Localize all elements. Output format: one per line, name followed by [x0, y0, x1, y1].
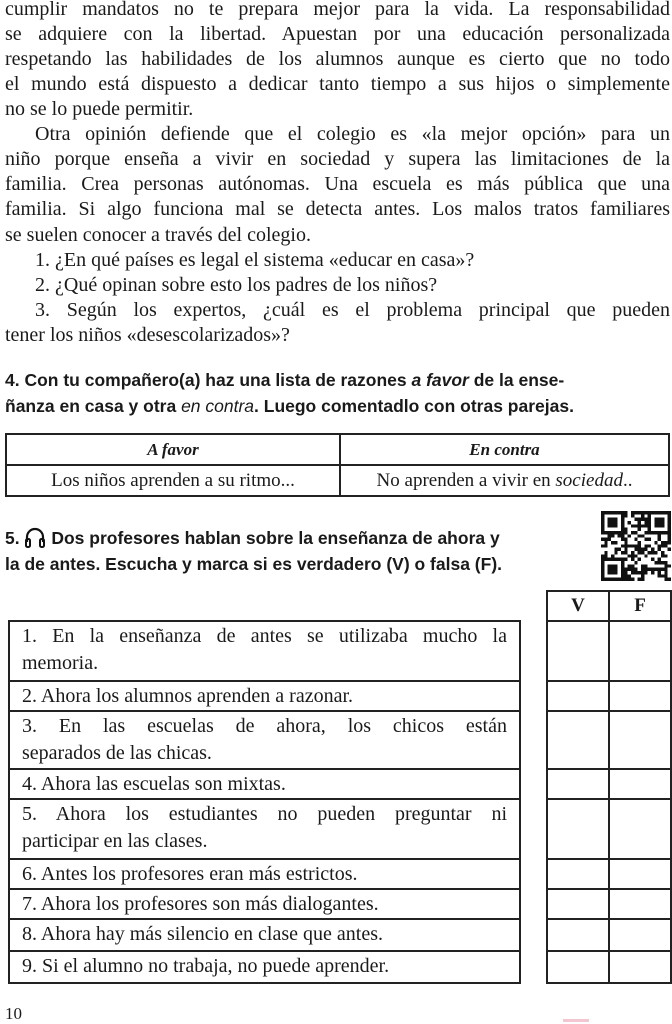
paragraph-line: el mundo está dispuesto a dedicar tanto tiempo a sus hijos o simplemente [5, 73, 670, 95]
paragraph-line: niño porque enseña a vivir en sociedad y supera las limitaciones de la [5, 148, 670, 170]
text: . Luego comentadlo con otras parejas. [254, 396, 574, 416]
checkbox-v[interactable] [546, 918, 610, 952]
exercise-number: 4. [5, 370, 20, 390]
text: la de antes. Escucha y marca si es verdadero (V) o falsa (F). [5, 554, 503, 574]
checkbox-f[interactable] [608, 798, 672, 860]
checkbox-f[interactable] [608, 888, 672, 920]
question-line: 2. ¿Qué opinan sobre esto los padres de los niños? [35, 274, 438, 296]
checkbox-f[interactable] [608, 950, 672, 984]
checkbox-v[interactable] [546, 798, 610, 860]
checkbox-f[interactable] [608, 620, 672, 682]
statement-row [8, 710, 521, 770]
statement-text: 6. Antes los profesores eran más estrictos. [22, 863, 358, 885]
checkbox-v[interactable] [546, 950, 610, 984]
paragraph-line: respetando las habilidades de los alumnos aunque es cierto que no todo [5, 48, 670, 70]
checkbox-v[interactable] [546, 620, 610, 682]
statement-row [8, 858, 521, 890]
question-line: 3. Según los expertos, ¿cuál es el problema principal que pueden [35, 299, 670, 321]
statement-text: 2. Ahora los alumnos aprenden a razonar. [22, 685, 354, 707]
text: ñanza en casa y otra [5, 396, 182, 416]
checkbox-v[interactable] [546, 768, 610, 800]
checkbox-f[interactable] [608, 768, 672, 800]
text: .. [622, 469, 633, 491]
headphones-icon[interactable] [24, 526, 46, 548]
statement-row [8, 888, 521, 920]
emphasis: a favor [411, 370, 469, 390]
header-f: F [608, 590, 672, 622]
checkbox-v[interactable] [546, 858, 610, 890]
cell-favor[interactable]: Los niños aprenden a su ritmo... [6, 465, 340, 496]
text: de la ense- [468, 370, 565, 390]
statement-text: 8. Ahora hay más silencio en clase que antes. [22, 923, 383, 945]
checkbox-v[interactable] [546, 888, 610, 920]
text: sociedad [555, 469, 623, 491]
statement-text: participar en las clases. [22, 830, 208, 852]
header-a-favor: A favor [6, 434, 340, 465]
statement-text: 5. Ahora los estudiantes no pueden preguntar ni [22, 803, 507, 825]
mark [563, 1019, 589, 1022]
header-v: V [546, 590, 610, 622]
checkbox-v[interactable] [546, 680, 610, 712]
header-en-contra: En contra [340, 434, 669, 465]
text: Dos profesores hablan sobre la enseñanza de ahora y [51, 528, 500, 548]
qr-code-icon[interactable] [601, 510, 671, 582]
statement-text: 7. Ahora los profesores son más dialogantes. [22, 893, 379, 915]
text: Con tu compañero(a) haz una lista de razones [19, 370, 412, 390]
paragraph-line: se adquiere con la libertad. Apuestan por una educación personalizada [5, 23, 670, 45]
exercise-number: 5. [5, 528, 20, 548]
statement-row [8, 950, 521, 984]
statement-row [8, 918, 521, 952]
statement-text: 3. En las escuelas de ahora, los chicos están [22, 715, 507, 737]
page-number: 10 [5, 1004, 22, 1023]
statement-text: 9. Si el alumno no trabaja, no puede aprender. [22, 955, 390, 977]
statement-row [8, 798, 521, 860]
paragraph-line: familia. Crea personas autónomas. Una escuela es más pública que una [5, 173, 670, 195]
statement-text: separados de las chicas. [22, 742, 212, 764]
statement-text: 4. Ahora las escuelas son mixtas. [22, 773, 286, 795]
paragraph-line: no se lo puede permitir. [5, 98, 194, 120]
paragraph-line: se suelen conocer a través del colegio. [5, 224, 311, 246]
checkbox-f[interactable] [608, 710, 672, 770]
statement-row [8, 768, 521, 800]
statement-text: memoria. [22, 652, 99, 674]
paragraph-line: cumplir mandatos no te prepara mejor para la vida. La responsabilidad [5, 0, 670, 20]
emphasis: en contra [181, 396, 255, 416]
question-line: 1. ¿En qué países es legal el sistema «educar en casa»? [35, 249, 475, 271]
exercise-5-instructions [5, 525, 670, 577]
checkbox-f[interactable] [608, 918, 672, 952]
cell-contra[interactable] [340, 465, 669, 496]
paragraph-line: familia. Si algo funciona mal se detecta antes. Los malos tratos familiares [5, 198, 670, 220]
exercise-4-instructions [5, 367, 670, 419]
checkbox-v[interactable] [546, 710, 610, 770]
statement-text: 1. En la enseñanza de antes se utilizaba mucho la [22, 625, 507, 647]
favor-contra-table [5, 433, 670, 497]
statement-row [8, 620, 521, 682]
paragraph-line: Otra opinión defiende que el colegio es «la mejor opción» para un [35, 123, 670, 145]
question-line: tener los niños «desescolarizados»? [5, 324, 290, 346]
statement-row [8, 680, 521, 712]
text: No aprenden a vivir en [376, 469, 556, 491]
checkbox-f[interactable] [608, 858, 672, 890]
checkbox-f[interactable] [608, 680, 672, 712]
